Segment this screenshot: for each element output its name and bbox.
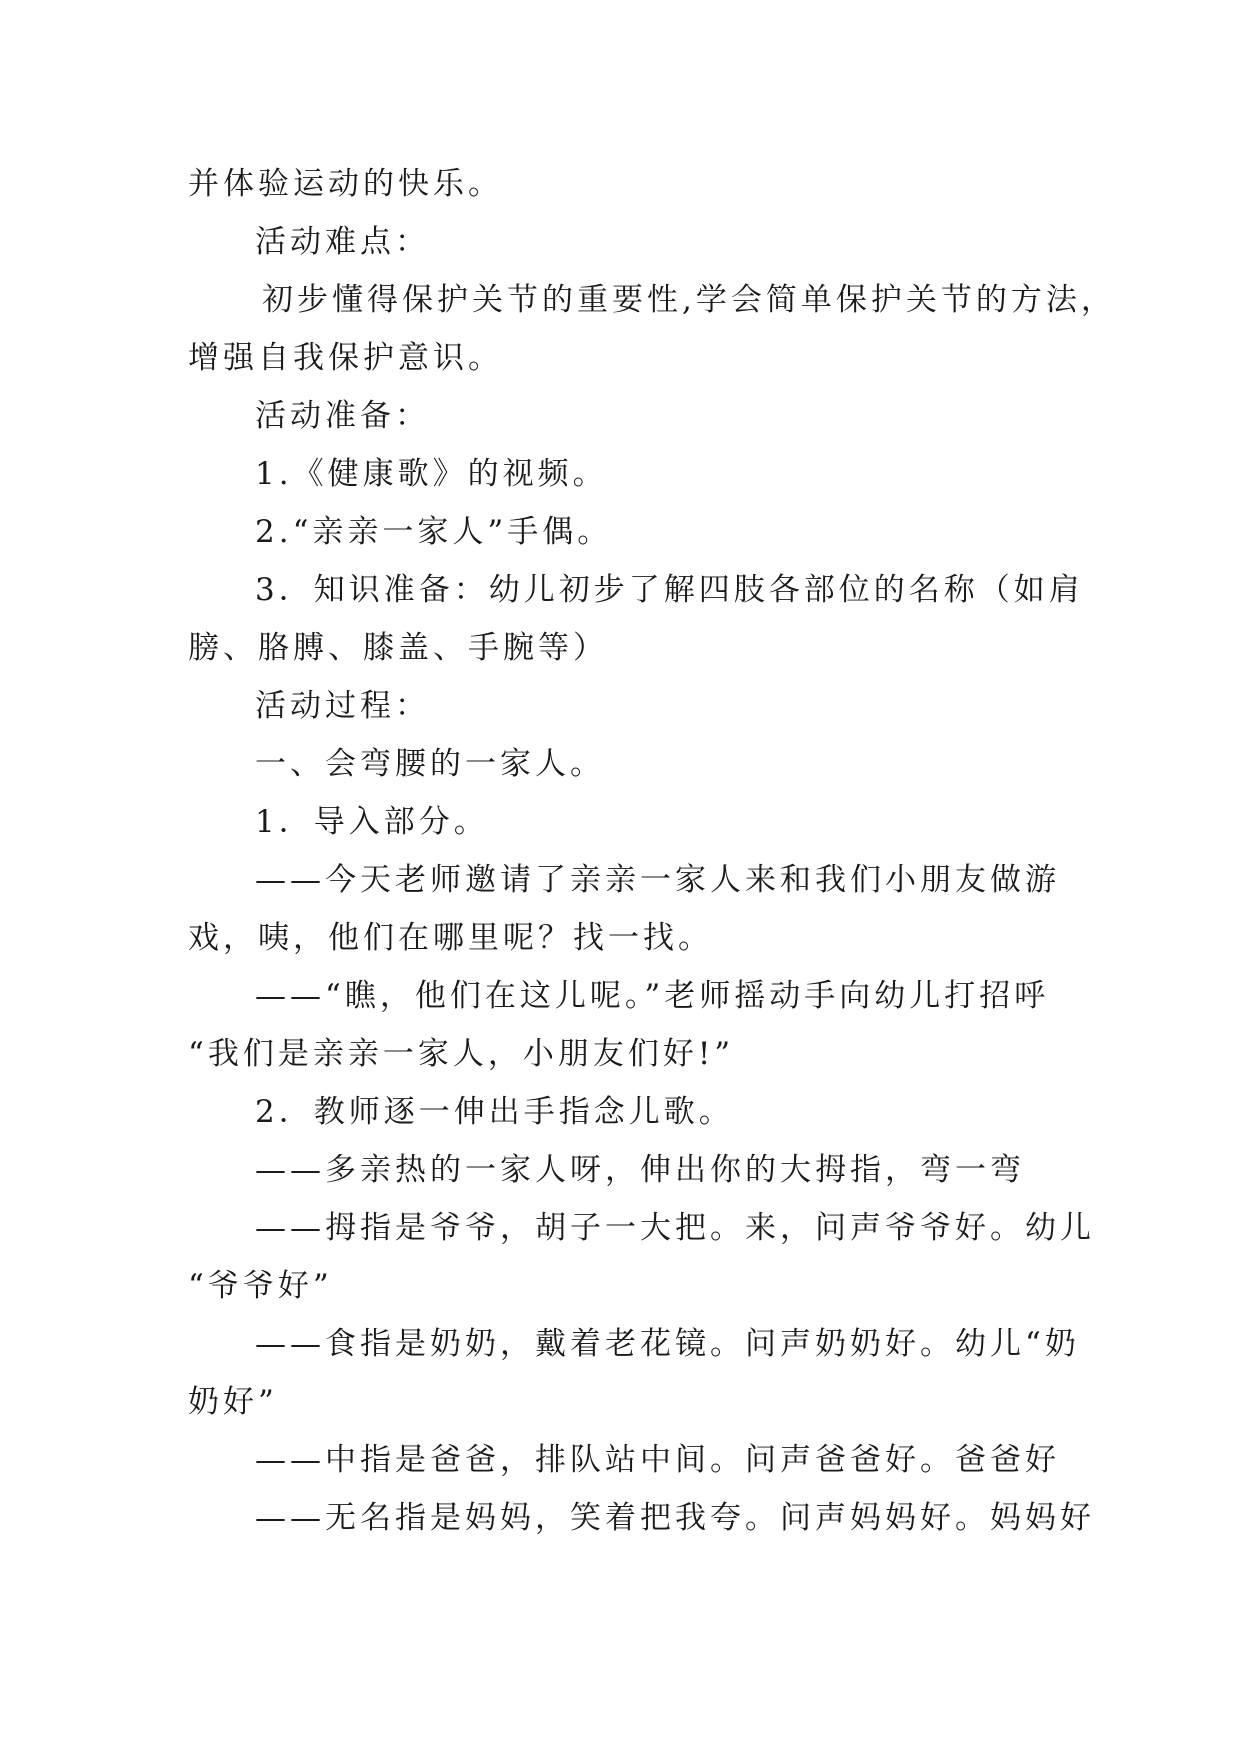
text-line-19: ——拇指是爷爷，胡子一大把。来，问声爷爷好。幼儿: [255, 1210, 1095, 1246]
list-item-1: 1.《健康歌》的视频。: [255, 456, 608, 492]
text-line-9: 膀、胳膊、膝盖、手腕等）: [188, 630, 608, 666]
section-heading-1: 一、会弯腰的一家人。: [255, 746, 605, 782]
text-line-14: 戏，咦，他们在哪里呢？找一找。: [188, 920, 713, 956]
text-line-15: ——“瞧，他们在这儿呢。”老师摇动手向幼儿打招呼: [255, 978, 1050, 1014]
list-item-3: 3．知识准备：幼儿初步了解四肢各部位的名称（如肩: [255, 572, 1084, 608]
list-item-2: 2.“亲亲一家人”手偶。: [255, 514, 613, 550]
text-line-20: “爷爷好”: [188, 1268, 333, 1304]
text-line-18: ——多亲热的一家人呀，伸出你的大拇指，弯一弯: [255, 1152, 1025, 1188]
subsection-1: 1．导入部分。: [255, 804, 489, 840]
heading-activity-preparation: 活动准备：: [255, 398, 430, 434]
text-line-24: ——无名指是妈妈，笑着把我夸。问声妈妈好。妈妈好: [255, 1500, 1095, 1536]
text-line-4: 增强自我保护意识。: [188, 340, 503, 376]
heading-activity-process: 活动过程：: [255, 688, 430, 724]
text-line-22: 奶好”: [188, 1384, 278, 1420]
text-line-1: 并体验运动的快乐。: [188, 166, 503, 202]
subsection-2: 2．教师逐一伸出手指念儿歌。: [255, 1094, 734, 1130]
text-line-23: ——中指是爸爸，排队站中间。问声爸爸好。爸爸好: [255, 1442, 1060, 1478]
text-line-13: ——今天老师邀请了亲亲一家人来和我们小朋友做游: [255, 862, 1060, 898]
text-line-3: 初步懂得保护关节的重要性,学会简单保护关节的方法，: [262, 282, 1116, 318]
heading-activity-difficulty: 活动难点：: [255, 224, 430, 260]
text-line-16: “我们是亲亲一家人，小朋友们好!”: [188, 1036, 735, 1072]
text-line-21: ——食指是奶奶，戴着老花镜。问声奶奶好。幼儿“奶: [255, 1326, 1080, 1362]
